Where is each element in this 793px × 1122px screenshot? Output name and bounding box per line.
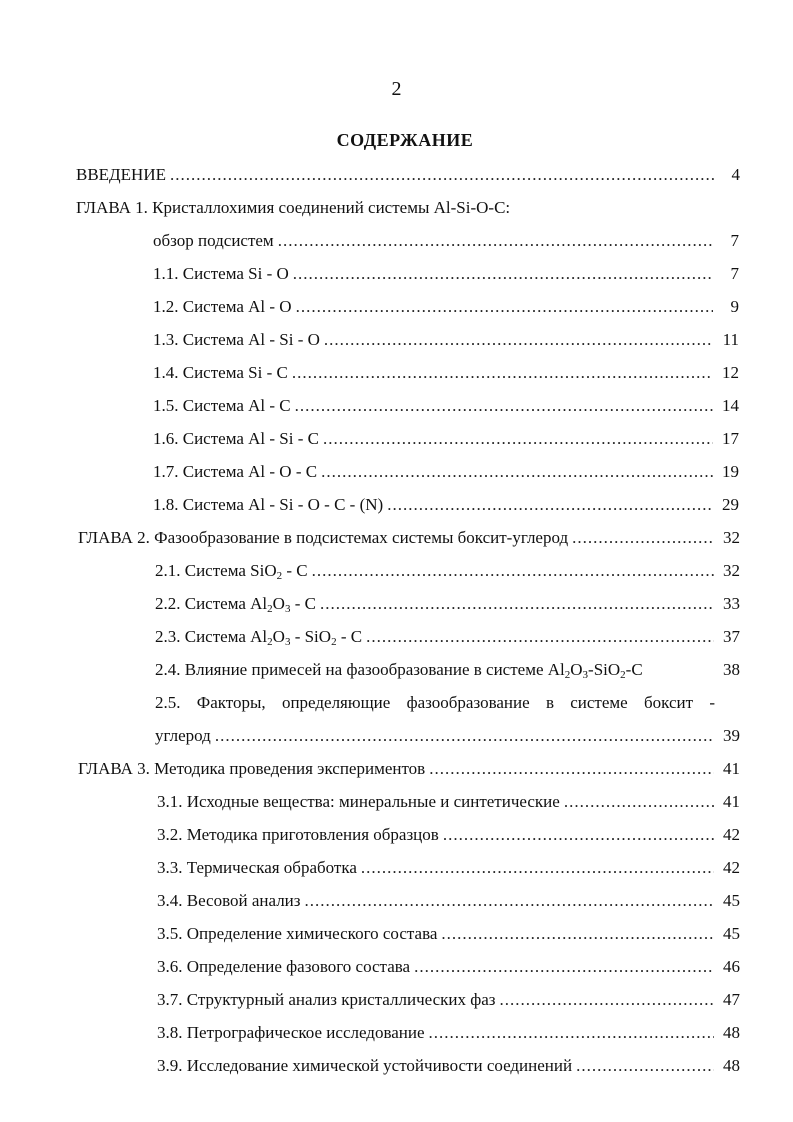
dot-leader	[564, 792, 714, 812]
toc-entry-label: 1.7. Система Al - O - C	[153, 462, 318, 481]
toc-entry[interactable]	[157, 990, 740, 1010]
dot-leader	[324, 330, 713, 350]
toc-entry[interactable]	[155, 627, 740, 647]
toc-entry[interactable]	[153, 264, 739, 284]
toc-entry-page: 41	[723, 792, 740, 811]
toc-entry-label: 1.2. Система Al - O	[153, 297, 292, 316]
toc-entry-page: 41	[723, 759, 740, 778]
dot-leader	[321, 462, 713, 482]
toc-entry-page: 12	[722, 363, 739, 382]
toc-entry-label: 3.4. Весовой анализ	[157, 891, 301, 910]
toc-entry-label: 2.1. Система SiO$_2$ - C	[155, 561, 308, 582]
toc-entry-page: 42	[723, 858, 740, 877]
toc-entry-page: 46	[723, 957, 740, 976]
toc-entry[interactable]	[157, 792, 740, 812]
toc-entry-label: углерод	[155, 726, 211, 745]
page-number: 2	[391, 78, 402, 100]
toc-entry-page: 29	[722, 495, 739, 514]
dot-leader	[366, 627, 714, 647]
toc-entry-label: ГЛАВА 3. Методика проведения экспериментов	[78, 759, 426, 778]
toc-entry[interactable]	[153, 330, 739, 350]
toc-entry-page: 48	[723, 1056, 740, 1075]
toc-entry[interactable]	[157, 891, 740, 911]
toc-entry-label: 1.3. Система Al - Si - O	[153, 330, 320, 349]
toc-entry-label: 1.6. Система Al - Si - C	[153, 429, 319, 448]
dot-leader	[429, 759, 714, 779]
toc-entry-label: 3.5. Определение химического состава	[157, 924, 438, 943]
toc-entry-page: 9	[730, 297, 739, 316]
toc-title: СОДЕРЖАНИЕ	[336, 130, 474, 150]
dot-leader	[292, 363, 713, 383]
toc-entry-page: 7	[730, 264, 739, 283]
toc-entry[interactable]	[157, 924, 740, 944]
toc-entry-page: 33	[723, 594, 740, 613]
toc-entry[interactable]	[76, 165, 740, 185]
dot-leader	[215, 726, 714, 746]
dot-leader	[170, 165, 714, 185]
toc-entry-page: 39	[723, 726, 740, 745]
toc-entry-label: ГЛАВА 1. Кристаллохимия соединений системы Al-Si-O-C:	[76, 198, 511, 217]
toc-entry[interactable]	[78, 759, 740, 779]
dot-leader	[312, 561, 714, 581]
toc-entry[interactable]	[153, 231, 739, 251]
toc-entry-label: 1.4. Система Si - C	[153, 363, 288, 382]
toc-entry-label: 2.4. Влияние примесей на фазообразование в системе $Al_2O_3-SiO_2-C$	[155, 660, 643, 681]
dot-leader	[278, 231, 713, 251]
toc-entry-label: 1.5. Система Al - C	[153, 396, 291, 415]
toc-entry[interactable]	[153, 429, 739, 449]
toc-entry[interactable]	[153, 462, 739, 482]
dot-leader	[414, 957, 714, 977]
toc-entry-label: 2.2. Система $Al_2O_3$ - C	[155, 594, 316, 615]
dot-leader	[443, 825, 714, 845]
toc-entry-page: 4	[731, 165, 740, 184]
dot-leader	[323, 429, 713, 449]
toc-entry-label: ВВЕДЕНИЕ	[76, 165, 166, 184]
dot-leader	[429, 1023, 714, 1043]
toc-entry[interactable]	[157, 1023, 740, 1043]
toc-entry-page: 32	[723, 528, 740, 547]
toc-entry-label: 3.9. Исследование химической устойчивости соединений	[157, 1056, 573, 1075]
toc-entry-page: 42	[723, 825, 740, 844]
toc-entry-page: 48	[723, 1023, 740, 1042]
toc-entry-page: 17	[722, 429, 739, 448]
toc-entry-page: 37	[723, 627, 740, 646]
dot-leader	[305, 891, 715, 911]
toc-entry-page: 7	[730, 231, 739, 250]
toc-entry-label: обзор подсистем	[153, 231, 274, 250]
dot-leader	[293, 264, 713, 284]
toc-entry-page: 14	[722, 396, 739, 415]
toc-entry[interactable]	[153, 363, 739, 383]
toc-entry-label: 3.2. Методика приготовления образцов	[157, 825, 439, 844]
toc-entry-label: 3.1. Исходные вещества: минеральные и синтетические	[157, 792, 560, 811]
toc-entry-page: 45	[723, 891, 740, 910]
toc-entry[interactable]	[78, 528, 740, 548]
toc-entry[interactable]	[157, 1056, 740, 1076]
toc-entry-page: 11	[722, 330, 739, 349]
toc-entry[interactable]	[155, 726, 740, 746]
toc-entry-label: 3.3. Термическая обработка	[157, 858, 357, 877]
toc-entry[interactable]	[153, 297, 739, 317]
toc-entry-page: 38	[723, 660, 740, 679]
toc-entry[interactable]	[155, 660, 740, 680]
dot-leader	[441, 924, 714, 944]
toc-entry-label: 1.8. Система Al - Si - O - C - (N)	[153, 495, 384, 514]
toc-entry-page: 45	[723, 924, 740, 943]
toc-entry[interactable]	[155, 561, 740, 581]
dot-leader	[576, 1056, 714, 1076]
dot-leader	[295, 396, 713, 416]
dot-leader	[572, 528, 714, 548]
toc-entry[interactable]	[157, 957, 740, 977]
toc-entry-wrapped-line[interactable]	[155, 693, 715, 713]
dot-leader	[500, 990, 714, 1010]
toc-entry-page: 32	[723, 561, 740, 580]
toc-entry[interactable]	[157, 858, 740, 878]
toc-entry-label: 3.7. Структурный анализ кристаллических фаз	[157, 990, 496, 1009]
toc-entry[interactable]	[153, 495, 739, 515]
toc-entry[interactable]	[157, 825, 740, 845]
toc-entry-label: 3.8. Петрографическое исследование	[157, 1023, 425, 1042]
dot-leader	[387, 495, 713, 515]
toc-entry-label: ГЛАВА 2. Фазообразование в подсистемах системы боксит-углерод	[78, 528, 569, 547]
dot-leader	[361, 858, 714, 878]
dot-leader	[296, 297, 713, 317]
toc-chapter-heading[interactable]	[76, 198, 740, 218]
toc-entry-label: 2.3. Система $Al_2O_3 - SiO_2$ - C	[155, 627, 363, 648]
toc-entry[interactable]	[155, 594, 740, 614]
dot-leader	[320, 594, 714, 614]
toc-entry-label: 1.1. Система Si - O	[153, 264, 289, 283]
toc-entry-page: 47	[723, 990, 740, 1009]
toc-entry-page: 19	[722, 462, 739, 481]
toc-entry-label: 3.6. Определение фазового состава	[157, 957, 411, 976]
toc-entry[interactable]	[153, 396, 739, 416]
toc-entry-label: 2.5. Факторы, определяющие фазообразование в системе боксит -	[155, 693, 715, 712]
